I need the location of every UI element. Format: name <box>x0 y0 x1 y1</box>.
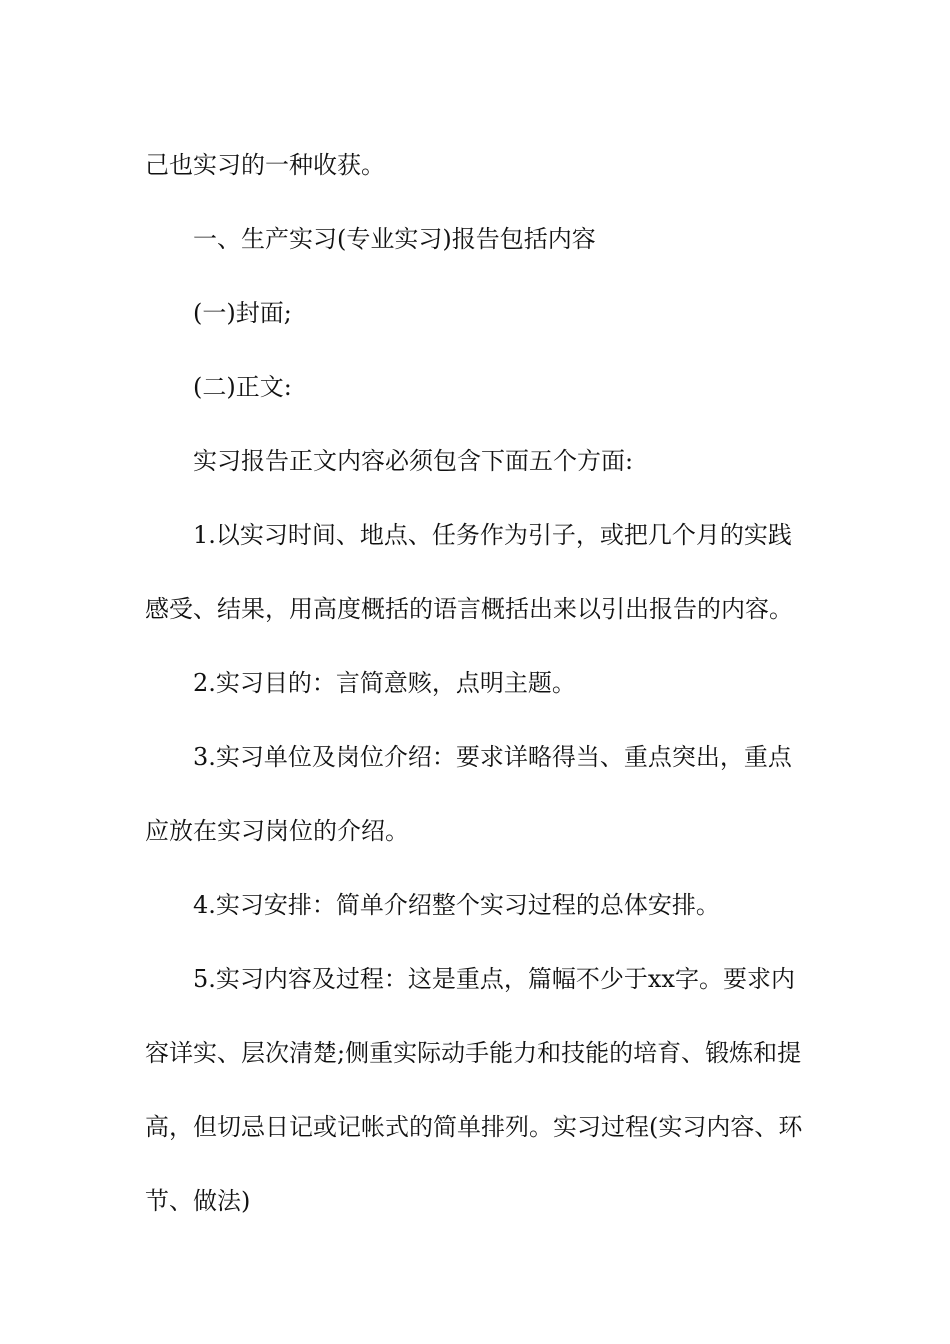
section-heading: 一、生产实习(专业实习)报告包括内容 <box>193 225 596 253</box>
paragraph-intro: 实习报告正文内容必须包含下面五个方面: <box>193 447 634 475</box>
paragraph-point-1: 1.以实习时间、地点、任务作为引子，或把几个月的实践感受、结果，用高度概括的语言概括出来以引出报告的内容。 <box>145 521 793 623</box>
paragraph-point-3: 3.实习单位及岗位介绍：要求详略得当、重点突出，重点应放在实习岗位的介绍。 <box>145 743 792 845</box>
paragraph-continuation: 己也实习的一种收获。 <box>145 151 385 179</box>
paragraph-point-4: 4.实习安排：简单介绍整个实习过程的总体安排。 <box>193 891 720 919</box>
paragraph-point-5: 5.实习内容及过程：这是重点，篇幅不少于xx字。要求内容详实、层次清楚;侧重实际动手能力和技能的培育、锻炼和提高，但切忌日记或记帐式的简单排列。实习过程(实习内容、环节、做法) <box>145 965 803 1215</box>
list-item-cover: (一)封面; <box>193 299 292 327</box>
list-item-body: (二)正文: <box>193 373 292 401</box>
document-body <box>145 128 810 1238</box>
paragraph-point-2: 2.实习目的：言简意赅，点明主题。 <box>193 669 576 697</box>
